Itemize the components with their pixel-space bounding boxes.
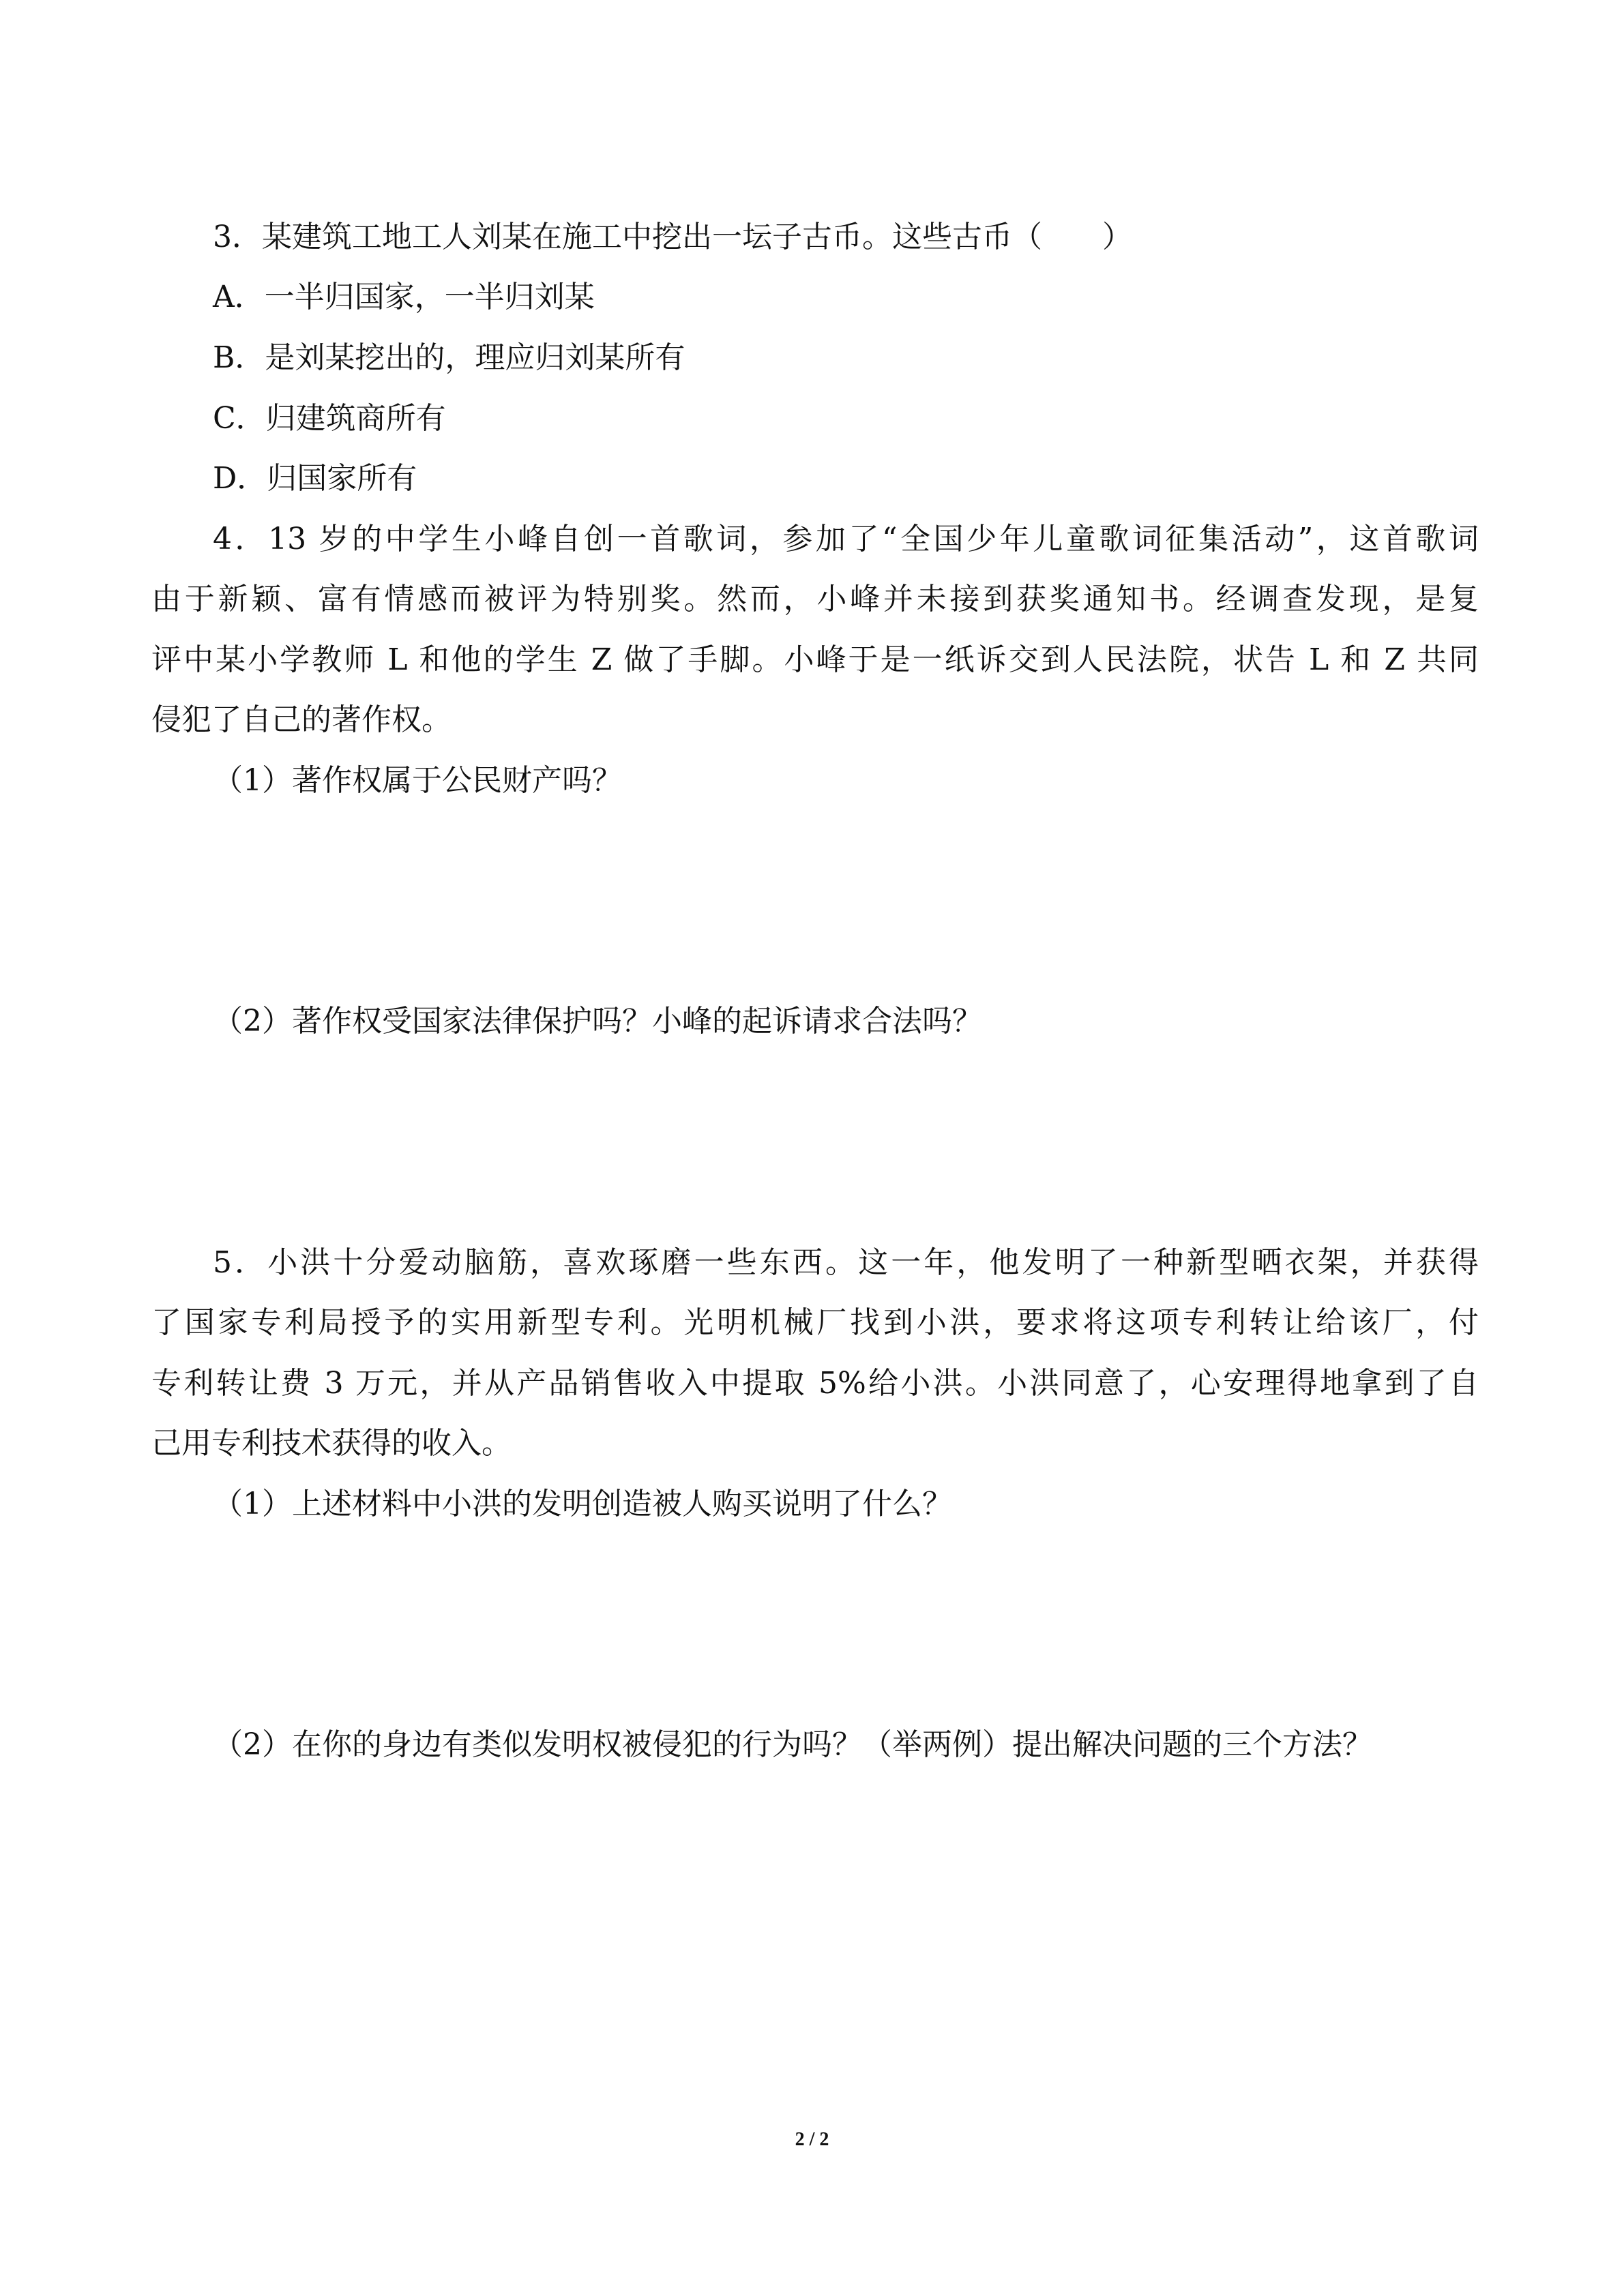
q4-paragraph-line-4: 侵犯了自己的著作权。 (151, 702, 452, 737)
q4-paragraph-line-1: 4．13 岁的中学生小峰自创一首歌词，参加了“全国少年儿童歌词征集活动”，这首歌词 (213, 522, 1479, 556)
q5-paragraph-line-1: 5．小洪十分爱动脑筋，喜欢琢磨一些东西。这一年，他发明了一种新型晒衣架，并获得 (213, 1245, 1479, 1280)
q3-stem: 3．某建筑工地工人刘某在施工中挖出一坛子古币。这些古币（ ） (213, 220, 1132, 254)
q3-option-d: D．归国家所有 (213, 461, 417, 496)
q4-subquestion-1: （1）著作权属于公民财产吗？ (213, 763, 622, 798)
q5-paragraph-line-2: 了国家专利局授予的实用新型专利。光明机械厂找到小洪，要求将这项专利转让给该厂，付 (151, 1305, 1479, 1340)
q5-subquestion-2: （2）在你的身边有类似发明权被侵犯的行为吗？（举两例）提出解决问题的三个方法？ (213, 1727, 1372, 1762)
q4-paragraph-line-2: 由于新颖、富有情感而被评为特别奖。然而，小峰并未接到获奖通知书。经调查发现，是复 (151, 582, 1479, 616)
page-number: 2 / 2 (795, 2129, 829, 2150)
q3-option-b: B．是刘某挖出的，理应归刘某所有 (213, 340, 685, 375)
q5-paragraph-line-3: 专利转让费 3 万元，并从产品销售收入中提取 5%给小洪。小洪同意了，心安理得地拿到了自 (151, 1366, 1479, 1401)
q3-option-c: C．归建筑商所有 (213, 401, 446, 436)
q4-subquestion-2: （2）著作权受国家法律保护吗？小峰的起诉请求合法吗？ (213, 1004, 982, 1039)
q5-paragraph-line-4: 己用专利技术获得的收入。 (151, 1426, 512, 1461)
q3-option-a: A．一半归国家，一半归刘某 (213, 280, 595, 314)
q4-paragraph-line-3: 评中某小学教师 L 和他的学生 Z 做了手脚。小峰于是一纸诉交到人民法院，状告 L 和 Z 共同 (151, 642, 1479, 677)
q5-subquestion-1: （1）上述材料中小洪的发明创造被人购买说明了什么？ (213, 1487, 952, 1521)
